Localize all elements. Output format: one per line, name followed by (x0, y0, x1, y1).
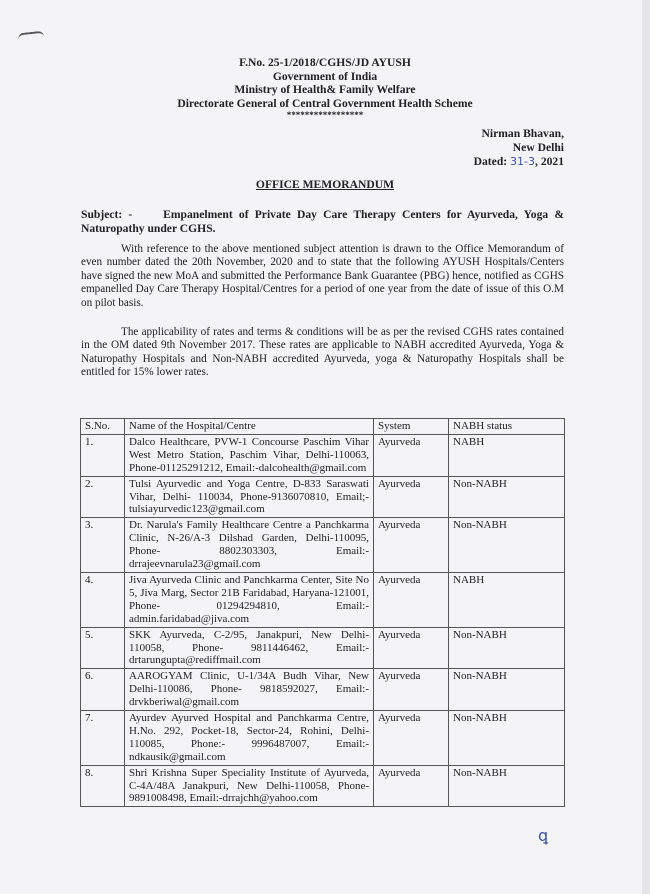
cell-name: Ayurdev Ayurved Hospital and Panchkarma Centre, H.No. 292, Pocket-18, Sector-24, Rohini, Delhi-110085, Phone:- 9996487007, Email:-ndkausik@gmail.com (125, 711, 374, 766)
table-row (81, 434, 565, 476)
cell-name: Shri Krishna Super Speciality Institute of Ayurveda, C-4A/48A Janakpuri, New Delhi-110058, Phone- 9891008498, Email:-drrajchh@yahoo.com (125, 765, 374, 807)
cell-sno: 8. (81, 765, 125, 807)
address-line1: Nirman Bhavan, (481, 127, 564, 140)
cell-sno: 2. (81, 476, 125, 518)
cell-name: SKK Ayurveda, C-2/95, Janakpuri, New Delhi-110058, Phone- 9811446462, Email:-drtarungupta@rediffmail.com (125, 627, 374, 669)
dated-year: 2021 (540, 155, 564, 168)
cell-sno: 3. (81, 518, 125, 573)
table-row (81, 711, 565, 766)
header-system: System (374, 419, 449, 435)
scan-edge (642, 0, 650, 894)
cell-nabh-status: Non-NABH (449, 711, 565, 766)
table-row (81, 765, 565, 807)
table-row (81, 518, 565, 573)
cell-sno: 7. (81, 711, 125, 766)
header-sno: S.No. (81, 419, 125, 435)
cell-sno: 5. (81, 627, 125, 669)
subject (81, 208, 564, 236)
cell-nabh-status: NABH (449, 572, 565, 627)
cell-system: Ayurveda (374, 518, 449, 573)
directorate: Directorate General of Central Government Health Scheme (177, 96, 473, 110)
address-block (474, 127, 564, 169)
subject-text: Empanelment of Private Day Care Therapy Centers for Ayurveda, Yoga & Naturopathy under CGHS. (81, 208, 564, 235)
cell-system: Ayurveda (374, 434, 449, 476)
cell-nabh-status: Non-NABH (449, 627, 565, 669)
government: Government of India (272, 69, 378, 83)
table-row (81, 572, 565, 627)
ministry: Ministry of Health& Family Welfare (234, 83, 416, 97)
cell-sno: 6. (81, 669, 125, 711)
cell-nabh-status: Non-NABH (449, 765, 565, 807)
cell-sno: 4. (81, 572, 125, 627)
stars-divider: ***************** (286, 110, 364, 121)
table-header-row (81, 419, 565, 435)
cell-name: Tulsi Ayurvedic and Yoga Centre, D-833 Saraswati Vihar, Delhi- 110034, Phone-9136070810, Email;-tulsiayurvedic123@gmail.com (125, 476, 374, 518)
cell-name: Dr. Narula's Family Healthcare Centre a Panchkarma Clinic, N-26/A-3 Dilshad Garden, Delhi-110095, Phone- 8802303303, Email:-drrajeevnarula23@gmail.com (125, 518, 374, 573)
cell-system: Ayurveda (374, 627, 449, 669)
dated-label: Dated: (473, 155, 508, 168)
paragraph-2: The applicability of rates and terms & conditions will be as per the revised CGHS rates contained in the OM dated 9th November 2017. These rates are applicable to NABH accredited Ayurveda, Yoga & Naturopathy Hospitals and Non-NABH accredited Ayurveda, yoga & Naturopathy Hospitals shall be entitled for 15% lower rates. (81, 326, 564, 379)
cell-nabh-status: NABH (449, 434, 565, 476)
paragraph-1: With reference to the above mentioned subject attention is drawn to the Office Memorandum of even number dated the 20th November, 2020 and to state that the following AYUSH Hospitals/Centers have signed the new MoA and submitted the Performance Bank Guarantee (PBG) hence, notified as CGHS empanelled Day Care Therapy Hospital/Centres for a period of one year from the date of issue of this O.M on pilot basis. (81, 243, 564, 309)
cell-system: Ayurveda (374, 711, 449, 766)
file-number: F.No. 25-1/2018/CGHS/JD AYUSH (239, 56, 411, 69)
table-row (81, 669, 565, 711)
header-name: Name of the Hospital/Centre (125, 419, 374, 435)
cell-nabh-status: Non-NABH (449, 669, 565, 711)
table-row (81, 476, 565, 518)
cell-system: Ayurveda (374, 669, 449, 711)
cell-name: Dalco Healthcare, PVW-1 Concourse Paschim Vihar West Metro Station, Paschim Vihar, Delhi-110063, Phone-01125291212, Email:-dalcohealth@gmail.com (125, 434, 374, 476)
header-nabh: NABH status (449, 419, 565, 435)
cell-name: AAROGYAM Clinic, U-1/34A Budh Vihar, New Delhi-110086, Phone- 9818592027, Email:-drvkberiwal@gmail.com (125, 669, 374, 711)
cell-sno: 1. (81, 434, 125, 476)
cell-system: Ayurveda (374, 476, 449, 518)
cell-name: Jiva Ayurveda Clinic and Panchkarma Center, Site No 5, Jiva Marg, Sector 21B Faridabad, Haryana-121001, Phone- 01294294810, Email:-admin.faridabad@jiva.com (125, 572, 374, 627)
table-row (81, 627, 565, 669)
cell-nabh-status: Non-NABH (449, 518, 565, 573)
punch-mark (18, 31, 44, 40)
subject-label: Subject: - (81, 208, 133, 221)
handwritten-date: 31-3 (510, 155, 536, 168)
address-line2: New Delhi (512, 141, 564, 154)
cell-system: Ayurveda (374, 572, 449, 627)
dated-line: Dated: 31-3, 2021 (473, 155, 564, 168)
document-title: OFFICE MEMORANDUM (255, 178, 395, 191)
cell-system: Ayurveda (374, 765, 449, 807)
cell-nabh-status: Non-NABH (449, 476, 565, 518)
initials-signature: ꝗ (538, 826, 549, 845)
letterhead (0, 56, 650, 120)
hospital-table (80, 418, 565, 807)
